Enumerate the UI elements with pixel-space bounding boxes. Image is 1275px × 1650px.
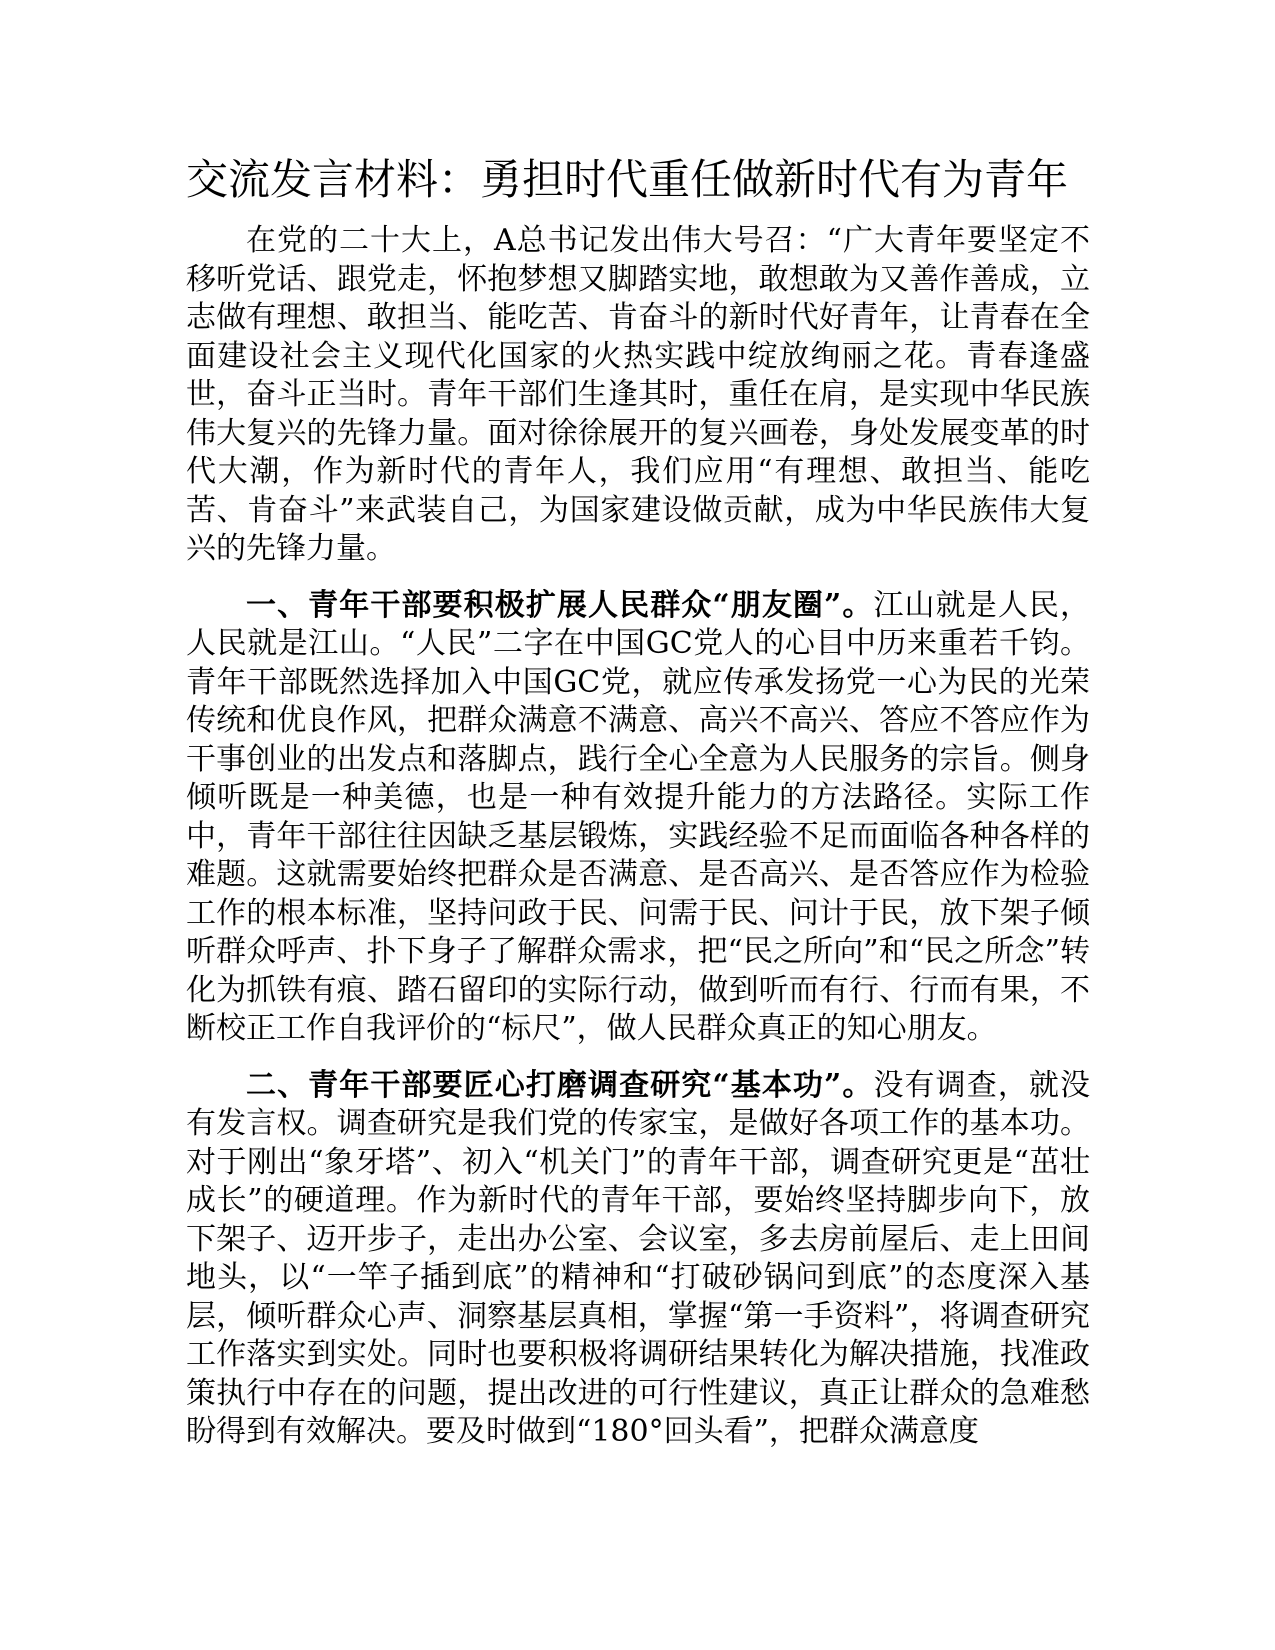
section-heading: 一、青年干部要积极扩展人民群众“朋友圈”。: [246, 587, 874, 623]
paragraph-text: 在党的二十大上，A总书记发出伟大号召：“广大青年要坚定不移听党话、跟党走，怀抱梦想又脚踏实地，敢想敢为又善作善成，立志做有理想、敢担当、能吃苦、肯奋斗的新时代好青年，让青春在全面建设社会主义现代化国家的火热实践中绽放绚丽之花。青春逢盛世，奋斗正当时。青年干部们生逢其时，重任在肩，是实现中华民族伟大复兴的先锋力量。面对徐徐展开的复兴画卷，身处发展变革的时代大潮，作为新时代的青年人，我们应用“有理想、敢担当、能吃苦、肯奋斗”来武装自己，为国家建设做贡献，成为中华民族伟大复兴的先锋力量。: [186, 223, 1090, 566]
paragraph-intro: [186, 222, 1090, 569]
paragraph-section-2: [186, 1067, 1090, 1452]
document-title: 交流发言材料：勇担时代重任做新时代有为青年: [186, 155, 1069, 204]
section-heading: 二、青年干部要匠心打磨调查研究“基本功”。: [246, 1067, 874, 1103]
paragraph-text: 没有调查，就没有发言权。调查研究是我们党的传家宝，是做好各项工作的基本功。对于刚出“象牙塔”、初入“机关门”的青年干部，调查研究更是“茁壮成长”的硬道理。作为新时代的青年干部，要始终坚持脚步向下，放下架子、迈开步子，走出办公室、会议室，多去房前屋后、走上田间地头，以“一竿子插到底”的精神和“打破砂锅问到底”的态度深入基层，倾听群众心声、洞察基层真相，掌握“第一手资料”，将调查研究工作落实到实处。同时也要积极将调研结果转化为解决措施，找准政策执行中存在的问题，提出改进的可行性建议，真正让群众的急难愁盼得到有效解决。要及时做到“180°回头看”，把群众满意度: [186, 1067, 1091, 1449]
paragraph-text: 江山就是人民，人民就是江山。“人民”二字在中国GC党人的心目中历来重若千钧。青年干部既然选择加入中国GC党，就应传承发扬党一心为民的光荣传统和优良作风，把群众满意不满意、高兴不高兴、答应不答应作为干事创业的出发点和落脚点，践行全心全意为人民服务的宗旨。侧身倾听既是一种美德，也是一种有效提升能力的方法路径。实际工作中，青年干部往往因缺乏基层锻炼，实践经验不足而面临各种各样的难题。这就需要始终把群众是否满意、是否高兴、是否答应作为检验工作的根本标准，坚持问政于民、问需于民、问计于民，放下架子倾听群众呼声、扑下身子了解群众需求，把“民之所向”和“民之所念”转化为抓铁有痕、踏石留印的实际行动，做到听而有行、行而有果，不断校正工作自我评价的“标尺”，做人民群众真正的知心朋友。: [186, 587, 1091, 1046]
document-body: [186, 222, 1090, 1452]
paragraph-section-1: [186, 587, 1090, 1049]
